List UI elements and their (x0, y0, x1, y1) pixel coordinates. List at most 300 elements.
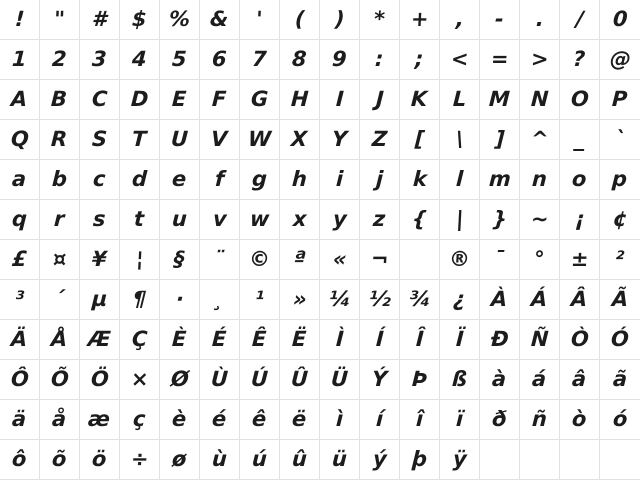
glyph-cell[interactable] (600, 0, 640, 40)
glyph-cell[interactable] (440, 200, 480, 240)
glyph-character: Ô (9, 367, 30, 391)
glyph-cell[interactable] (520, 400, 560, 440)
glyph-cell[interactable] (240, 80, 280, 120)
glyph-cell[interactable] (40, 400, 80, 440)
glyph-cell[interactable] (440, 80, 480, 120)
glyph-cell[interactable] (280, 0, 320, 40)
glyph-character: Ï (454, 327, 465, 351)
glyph-cell[interactable] (480, 40, 520, 80)
glyph-character: j (375, 167, 384, 191)
glyph-cell[interactable] (160, 440, 200, 480)
glyph-cell[interactable] (360, 400, 400, 440)
glyph-cell[interactable] (440, 120, 480, 160)
glyph-character: ä (11, 407, 28, 431)
glyph-character: + (410, 7, 429, 31)
glyph-cell[interactable] (80, 200, 120, 240)
glyph-cell[interactable] (280, 160, 320, 200)
glyph-cell[interactable] (360, 160, 400, 200)
glyph-cell[interactable] (400, 280, 440, 320)
glyph-cell[interactable] (0, 80, 40, 120)
glyph-cell[interactable] (520, 0, 560, 40)
glyph-cell[interactable] (560, 280, 600, 320)
glyph-cell[interactable] (240, 0, 280, 40)
glyph-cell[interactable] (40, 120, 80, 160)
glyph-character: û (291, 447, 308, 471)
glyph-cell[interactable] (600, 400, 640, 440)
glyph-cell[interactable] (400, 0, 440, 40)
glyph-character: ì (335, 407, 344, 431)
glyph-cell[interactable] (0, 440, 40, 480)
glyph-cell[interactable] (120, 160, 160, 200)
glyph-cell[interactable] (160, 40, 200, 80)
glyph-cell[interactable] (440, 400, 480, 440)
glyph-character: % (168, 7, 191, 31)
glyph-character: ¾ (408, 287, 432, 311)
glyph-character: è (171, 407, 188, 431)
glyph-cell[interactable] (200, 40, 240, 80)
glyph-character: - (494, 7, 505, 31)
glyph-cell[interactable] (360, 200, 400, 240)
glyph-cell[interactable] (200, 360, 240, 400)
glyph-cell[interactable] (160, 0, 200, 40)
glyph-cell[interactable] (600, 80, 640, 120)
glyph-cell[interactable] (360, 120, 400, 160)
glyph-cell[interactable] (520, 280, 560, 320)
glyph-character: ö (91, 447, 108, 471)
glyph-cell[interactable] (0, 0, 40, 40)
glyph-character: 4 (131, 47, 148, 71)
glyph-cell[interactable] (360, 360, 400, 400)
glyph-cell[interactable] (480, 280, 520, 320)
glyph-character: Ó (610, 327, 630, 351)
glyph-cell[interactable] (160, 400, 200, 440)
glyph-cell[interactable] (320, 400, 360, 440)
glyph-character: Ù (210, 367, 229, 391)
glyph-cell[interactable] (120, 440, 160, 480)
glyph-cell[interactable] (40, 240, 80, 280)
glyph-character: w (249, 207, 270, 231)
glyph-cell[interactable] (280, 80, 320, 120)
glyph-cell[interactable] (0, 320, 40, 360)
glyph-cell[interactable] (120, 360, 160, 400)
glyph-cell[interactable] (240, 160, 280, 200)
glyph-cell[interactable] (200, 440, 240, 480)
glyph-cell[interactable] (400, 160, 440, 200)
glyph-cell[interactable] (480, 400, 520, 440)
glyph-cell[interactable] (0, 160, 40, 200)
glyph-cell[interactable] (240, 280, 280, 320)
glyph-cell[interactable] (200, 240, 240, 280)
glyph-cell[interactable] (40, 280, 80, 320)
glyph-character: 6 (211, 47, 228, 71)
glyph-character: Ê (251, 327, 268, 351)
glyph-character: ü (331, 447, 348, 471)
glyph-character: L (452, 87, 467, 111)
glyph-cell[interactable] (40, 320, 80, 360)
glyph-cell[interactable] (480, 160, 520, 200)
glyph-character: ! (14, 7, 25, 31)
glyph-cell[interactable] (480, 120, 520, 160)
glyph-cell[interactable] (560, 400, 600, 440)
glyph-character: z (372, 207, 387, 231)
glyph-character: U (170, 127, 189, 151)
glyph-cell[interactable] (80, 120, 120, 160)
glyph-character: ¬ (370, 247, 389, 271)
glyph-cell[interactable] (0, 40, 40, 80)
glyph-cell[interactable] (560, 40, 600, 80)
glyph-cell[interactable] (400, 40, 440, 80)
glyph-character: ´ (53, 287, 66, 311)
glyph-cell[interactable] (160, 280, 200, 320)
glyph-cell[interactable] (240, 200, 280, 240)
glyph-cell[interactable] (280, 40, 320, 80)
glyph-cell[interactable] (160, 160, 200, 200)
glyph-cell[interactable] (120, 80, 160, 120)
glyph-cell[interactable] (0, 360, 40, 400)
glyph-cell[interactable] (80, 320, 120, 360)
glyph-cell[interactable] (560, 240, 600, 280)
glyph-cell[interactable] (600, 320, 640, 360)
glyph-cell[interactable] (280, 240, 320, 280)
glyph-cell[interactable] (240, 40, 280, 80)
glyph-character: 9 (331, 47, 348, 71)
glyph-cell[interactable] (600, 200, 640, 240)
glyph-cell[interactable] (560, 200, 600, 240)
glyph-cell[interactable] (320, 440, 360, 480)
glyph-character: Ç (131, 327, 148, 351)
glyph-cell[interactable] (480, 360, 520, 400)
glyph-character: Þ (411, 367, 428, 391)
glyph-character: Ú (250, 367, 269, 391)
glyph-cell[interactable] (80, 0, 120, 40)
glyph-cell[interactable] (160, 240, 200, 280)
glyph-cell[interactable] (600, 40, 640, 80)
glyph-character: \ (455, 127, 464, 151)
glyph-cell[interactable] (480, 200, 520, 240)
glyph-character: õ (51, 447, 68, 471)
glyph-cell[interactable] (40, 440, 80, 480)
glyph-cell[interactable] (120, 240, 160, 280)
glyph-cell[interactable] (0, 400, 40, 440)
glyph-character: d (131, 167, 148, 191)
glyph-cell[interactable] (160, 200, 200, 240)
glyph-cell[interactable] (600, 280, 640, 320)
glyph-cell[interactable] (120, 0, 160, 40)
glyph-cell[interactable] (400, 360, 440, 400)
glyph-cell[interactable] (320, 240, 360, 280)
glyph-cell[interactable] (160, 320, 200, 360)
glyph-character: # (91, 7, 108, 31)
glyph-cell[interactable] (560, 320, 600, 360)
glyph-character: P (611, 87, 629, 111)
glyph-character: ) (334, 7, 345, 31)
glyph-cell[interactable] (600, 120, 640, 160)
glyph-character: ¦ (135, 247, 144, 271)
glyph-cell[interactable] (600, 160, 640, 200)
glyph-cell[interactable] (400, 440, 440, 480)
glyph-cell[interactable] (120, 120, 160, 160)
glyph-cell[interactable] (120, 320, 160, 360)
glyph-cell[interactable] (80, 280, 120, 320)
glyph-cell[interactable] (400, 120, 440, 160)
glyph-character: m (487, 167, 512, 191)
glyph-character: , (454, 7, 465, 31)
glyph-cell[interactable] (200, 200, 240, 240)
glyph-character: p (611, 167, 629, 191)
glyph-character: : (374, 47, 385, 71)
glyph-cell[interactable] (240, 440, 280, 480)
glyph-cell[interactable] (320, 0, 360, 40)
glyph-cell[interactable] (360, 0, 400, 40)
glyph-cell[interactable] (520, 240, 560, 280)
glyph-cell[interactable] (40, 80, 80, 120)
glyph-character: ¸ (213, 287, 226, 311)
glyph-cell[interactable] (80, 360, 120, 400)
glyph-character: Ò (569, 327, 590, 351)
glyph-cell[interactable] (160, 120, 200, 160)
glyph-cell[interactable] (80, 80, 120, 120)
glyph-character: . (534, 7, 545, 31)
glyph-cell[interactable] (280, 360, 320, 400)
glyph-character: Ý (371, 367, 388, 391)
glyph-character: B (50, 87, 69, 111)
glyph-character: C (91, 87, 108, 111)
glyph-cell[interactable] (320, 320, 360, 360)
glyph-cell[interactable] (400, 200, 440, 240)
glyph-cell[interactable] (80, 160, 120, 200)
glyph-cell[interactable] (440, 280, 480, 320)
glyph-cell[interactable] (440, 320, 480, 360)
glyph-character: © (248, 247, 271, 271)
glyph-cell[interactable] (120, 40, 160, 80)
glyph-cell[interactable] (560, 120, 600, 160)
glyph-character: § (173, 247, 186, 271)
glyph-character: x (292, 207, 307, 231)
glyph-character: Ã (611, 287, 629, 311)
glyph-character: o (571, 167, 588, 191)
glyph-character: = (490, 47, 509, 71)
glyph-character: » (292, 287, 307, 311)
glyph-cell[interactable] (320, 40, 360, 80)
glyph-cell[interactable] (560, 160, 600, 200)
glyph-cell[interactable] (160, 360, 200, 400)
glyph-cell[interactable] (520, 440, 560, 480)
glyph-cell[interactable] (600, 360, 640, 400)
glyph-character: 2 (51, 47, 68, 71)
glyph-cell[interactable] (200, 0, 240, 40)
glyph-cell[interactable] (40, 40, 80, 80)
glyph-cell[interactable] (240, 400, 280, 440)
glyph-cell[interactable] (520, 360, 560, 400)
glyph-character: ® (448, 247, 471, 271)
glyph-cell[interactable] (240, 320, 280, 360)
glyph-character: u (171, 207, 188, 231)
glyph-cell[interactable] (360, 280, 400, 320)
glyph-character: ¶ (132, 287, 147, 311)
glyph-cell[interactable] (80, 440, 120, 480)
glyph-cell[interactable] (520, 40, 560, 80)
glyph-cell[interactable] (120, 200, 160, 240)
glyph-cell[interactable] (40, 0, 80, 40)
glyph-cell[interactable] (320, 360, 360, 400)
glyph-cell[interactable] (0, 280, 40, 320)
glyph-cell[interactable] (280, 200, 320, 240)
glyph-character: ¢ (612, 207, 628, 231)
glyph-character: W (247, 127, 272, 151)
glyph-character: & (209, 7, 230, 31)
glyph-cell[interactable] (560, 360, 600, 400)
glyph-cell[interactable] (560, 440, 600, 480)
glyph-cell[interactable] (80, 240, 120, 280)
glyph-character: 1 (11, 47, 28, 71)
glyph-cell[interactable] (240, 120, 280, 160)
glyph-cell[interactable] (40, 160, 80, 200)
glyph-cell[interactable] (280, 320, 320, 360)
glyph-cell[interactable] (200, 160, 240, 200)
glyph-cell[interactable] (520, 200, 560, 240)
glyph-cell[interactable] (280, 440, 320, 480)
glyph-cell[interactable] (440, 160, 480, 200)
glyph-character: Ä (10, 327, 29, 351)
glyph-character: F (211, 87, 228, 111)
glyph-cell[interactable] (80, 40, 120, 80)
glyph-cell[interactable] (480, 440, 520, 480)
glyph-cell[interactable] (120, 280, 160, 320)
glyph-character: * (373, 7, 386, 31)
glyph-character: ú (251, 447, 268, 471)
glyph-cell[interactable] (560, 0, 600, 40)
glyph-cell[interactable] (200, 280, 240, 320)
glyph-cell[interactable] (480, 0, 520, 40)
glyph-character: h (291, 167, 308, 191)
glyph-cell[interactable] (480, 240, 520, 280)
glyph-cell[interactable] (360, 320, 400, 360)
glyph-character: « (332, 247, 347, 271)
glyph-cell[interactable] (520, 80, 560, 120)
glyph-character: æ (87, 407, 112, 431)
glyph-cell[interactable] (320, 120, 360, 160)
glyph-character: Î (414, 327, 425, 351)
glyph-character: Z (371, 127, 388, 151)
glyph-character: £ (11, 247, 28, 271)
glyph-character: Õ (49, 367, 70, 391)
glyph-character: T (131, 127, 148, 151)
glyph-cell[interactable] (440, 360, 480, 400)
glyph-character: ² (614, 247, 626, 271)
glyph-cell[interactable] (0, 120, 40, 160)
glyph-character: ? (572, 47, 587, 71)
glyph-character: Ñ (530, 327, 549, 351)
glyph-cell[interactable] (240, 360, 280, 400)
glyph-cell[interactable] (120, 400, 160, 440)
glyph-cell[interactable] (360, 40, 400, 80)
glyph-cell[interactable] (280, 120, 320, 160)
glyph-character: N (530, 87, 549, 111)
glyph-character: â (571, 367, 588, 391)
glyph-cell[interactable] (200, 120, 240, 160)
glyph-cell[interactable] (400, 400, 440, 440)
glyph-cell[interactable] (440, 440, 480, 480)
glyph-cell[interactable] (360, 240, 400, 280)
glyph-character: å (51, 407, 68, 431)
glyph-character: b (51, 167, 68, 191)
glyph-cell[interactable] (600, 440, 640, 480)
glyph-cell[interactable] (40, 360, 80, 400)
glyph-cell[interactable] (560, 80, 600, 120)
glyph-character: ÿ (452, 447, 467, 471)
glyph-character: ë (291, 407, 308, 431)
glyph-character: $ (131, 7, 148, 31)
glyph-cell[interactable] (520, 120, 560, 160)
glyph-cell[interactable] (320, 280, 360, 320)
glyph-cell[interactable] (0, 200, 40, 240)
glyph-character: / (575, 7, 584, 31)
glyph-character: n (531, 167, 548, 191)
glyph-cell[interactable] (440, 40, 480, 80)
glyph-cell[interactable] (320, 200, 360, 240)
glyph-character: X (290, 127, 309, 151)
glyph-character: È (171, 327, 188, 351)
glyph-cell[interactable] (600, 240, 640, 280)
glyph-character: ^ (530, 127, 549, 151)
glyph-character: ¯ (493, 247, 506, 271)
glyph-character: g (251, 167, 268, 191)
glyph-cell[interactable] (520, 320, 560, 360)
glyph-character: ¿ (452, 287, 467, 311)
glyph-cell[interactable] (440, 240, 480, 280)
glyph-cell[interactable] (200, 400, 240, 440)
glyph-character: Æ (87, 327, 112, 351)
glyph-character: K (410, 87, 429, 111)
glyph-character: ð (491, 407, 508, 431)
glyph-cell[interactable] (400, 320, 440, 360)
glyph-cell[interactable] (440, 0, 480, 40)
glyph-cell[interactable] (360, 80, 400, 120)
glyph-cell[interactable] (480, 80, 520, 120)
glyph-character: 5 (171, 47, 188, 71)
glyph-character: ý (372, 447, 387, 471)
glyph-cell[interactable] (280, 280, 320, 320)
glyph-cell[interactable] (400, 80, 440, 120)
glyph-character: ( (294, 7, 305, 31)
glyph-cell[interactable] (40, 200, 80, 240)
glyph-character: ß (451, 367, 468, 391)
glyph-cell[interactable] (0, 240, 40, 280)
glyph-character: { (411, 207, 428, 231)
glyph-cell[interactable] (400, 240, 440, 280)
glyph-cell[interactable] (520, 160, 560, 200)
glyph-character: [ (414, 127, 425, 151)
glyph-character: k (411, 167, 428, 191)
glyph-character: y (332, 207, 347, 231)
glyph-character: A (10, 87, 29, 111)
glyph-cell[interactable] (200, 80, 240, 120)
glyph-character: G (250, 87, 269, 111)
glyph-character: s (92, 207, 107, 231)
glyph-cell[interactable] (280, 400, 320, 440)
glyph-cell[interactable] (480, 320, 520, 360)
glyph-cell[interactable] (360, 440, 400, 480)
glyph-character: ¹ (254, 287, 265, 311)
glyph-cell[interactable] (320, 80, 360, 120)
glyph-cell[interactable] (320, 160, 360, 200)
glyph-character: à (491, 367, 508, 391)
glyph-character: ¼ (328, 287, 352, 311)
glyph-cell[interactable] (240, 240, 280, 280)
glyph-cell[interactable] (160, 80, 200, 120)
glyph-cell[interactable] (80, 400, 120, 440)
glyph-cell[interactable] (200, 320, 240, 360)
